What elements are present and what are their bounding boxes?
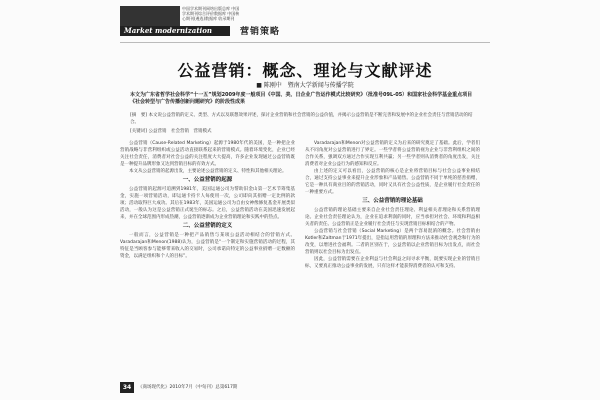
body-paragraph: Varadarajan和Menon对公益营销的定义为后来的研究奠定了基础。此后，学者们从不同角度对公益营销进行了界定。一些学者将公益营销视为企业与非营利组织之间的合作关系，强调双方通过合作实现互利共赢；另一些学者则从消费者的角度出发，关注消费者对企业公益行为的感知和反应。 xyxy=(305,141,480,167)
keywords xyxy=(130,128,480,135)
abstract-text: 本文说公益营销的定义、类型、方式以及联想效果评述，探讨企业营销和社会营销的公益价值，并揭示公益营销是不断完善和发展中的企业社会责任与营销活动的结合。 xyxy=(130,113,473,125)
body-paragraph: 公益营销的起源可追溯到1981年，美国运通公司为帮助旧金山第一艺术节筹集基金，实施一项营销活动，即运通卡持卡人每使用一次，公司即向其捐赠一定比例的款项；活动取得巨大成功。其后在1983年，美国运通公司为自由女神像修复基金开展类似活动，一般认为这是公益营销正式诞生的标志。之后，公益营销活动在美国迅速发展起来，并在全球范围内形成热潮，公益营销逐渐成为企业营销理论和实践中的热点。 xyxy=(120,187,295,220)
section-heading: 一、公益营销的起源 xyxy=(182,177,233,183)
body-paragraph: 由上述的定义可以看出，公益营销的核心是企业将营销目标与社会公益事业相结合，通过支持公益事业来提升企业形象和产品销售。公益营销不同于单纯的慈善捐赠，它是一种具有商业目的的营销活动，同时又具有社会公益性质，是企业履行社会责任的一种重要方式。 xyxy=(305,169,480,195)
body-paragraph: 公益营销与社会营销（Social Marketing）是两个容易混淆的概念。社会营销由Kotler和Zaltman于1971年提出，是指运用营销的原理和方法来推动社会观念和行为的改变，以增进社会福利。二者的区别在于，公益营销以企业营销目标为出发点，而社会营销则以社会目标为出发点。 xyxy=(305,229,480,255)
abstract-label: [摘 要] xyxy=(130,113,148,118)
body-paragraph: 公益营销的理论基础主要来自企业社会责任理论、利益相关者理论和关系营销理论。企业社会责任理论认为，企业在追求利润的同时，应当承担对社会、环境和利益相关者的责任。公益营销正是企业履行社会责任与实现营销目标相结合的产物。 xyxy=(305,208,480,227)
page-footer xyxy=(120,382,320,394)
journal-badge-block xyxy=(120,6,180,28)
body-paragraph: 本文从公益营销的起源出发，主要论述公益营销的定义、特性和其他相关理论。 xyxy=(129,169,287,174)
body-paragraph: 一般而言，公益营销是一种把产品销售与某项公益活动相结合的营销方式。Varadarajan和Menon(1988)认为，公益营销是“一个制定和实施营销活动的过程，其特征是当顾客参与能够带来收入的交易时，公司承诺向特定的公益事业捐赠一定数额的资金，以满足组织和个人的目标”。 xyxy=(120,233,295,259)
keywords-text: 公益营销 社会营销 营销模式 xyxy=(148,129,212,134)
article-title: 公益营销：概念、理论与文献评述 xyxy=(177,61,433,80)
column-name: 营销策略 xyxy=(240,27,281,37)
body-paragraph: 公益营销（Cause-Related Marketing）起源于1980年代的美国，是一种把企业营销战略与非营利组织或公益活动直接联系起来的营销模式。随着环境变化，企业已经关注社会责任，消费者对社会公益的关注程度大大提高，许多企业发现通过公益营销既是一种提升品牌形象又达到营销目标的有效方式。 xyxy=(120,141,295,167)
journal-citation: 《商场现代化》2010年7月（中旬刊）总第617期 xyxy=(138,385,238,390)
left-column xyxy=(120,140,295,260)
section-heading: 三、公益营销的理论基础 xyxy=(362,198,423,204)
funding-note: 本文为广东省哲学社会科学“十一五”规划2009年度一般项目《中国、美、日企业广告运作模式比较研究》（批准号09L-05）和国家社会科学基金重点项目《社会转型与广告传播创新问题研究》的阶段性成果 xyxy=(130,92,473,105)
body-paragraph: 因此，公益营销需要在企业利益与社会利益之间寻求平衡，既要实现企业的营销目标，又要真正推动公益事业的发展，只有这样才能获得消费者的认可和支持。 xyxy=(305,257,480,269)
indexing-notice: 中国学术期刊网络出版总库 中国学术期刊综合评价数据库 中国核心期刊(遴选)数据库 收录期刊 xyxy=(182,6,240,21)
header-divider xyxy=(120,42,490,43)
page-number: 34 xyxy=(120,382,134,393)
right-column xyxy=(305,140,480,270)
abstract xyxy=(130,112,480,126)
section-heading: 二、公益营销的定义 xyxy=(182,223,233,229)
keywords-label: [关键词] xyxy=(130,129,148,134)
journal-header xyxy=(120,6,290,36)
journal-logo: Market modernization xyxy=(124,26,212,35)
article-author: ■ 陈刚中 暨南大学新闻与传播学院 xyxy=(256,82,354,89)
